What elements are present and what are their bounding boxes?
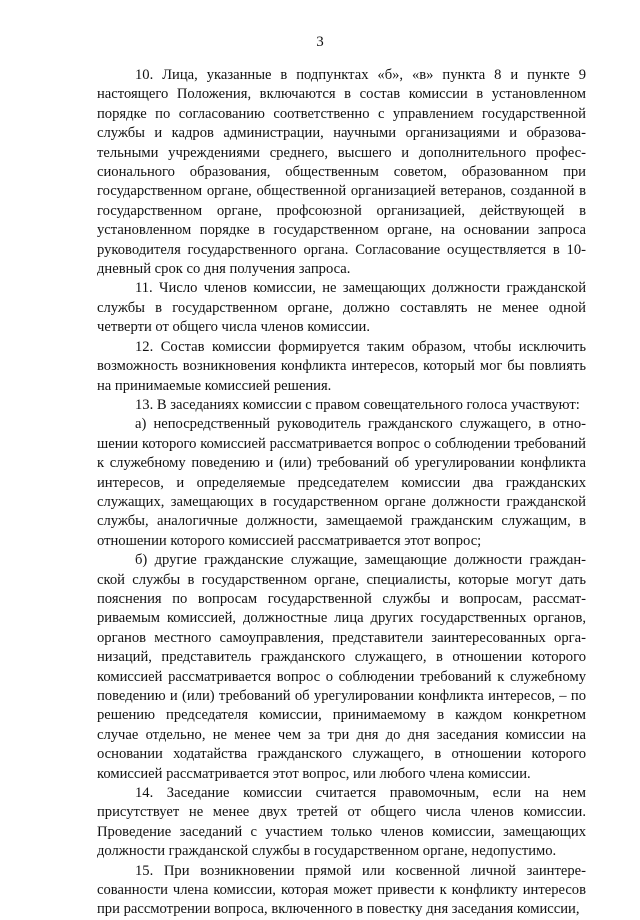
document-body [97, 66, 586, 920]
paragraph-13a: а) непосредственный руководитель гражданского служащего, в отношении которого комиссией рассматривается вопрос о соблюдении требований к служебному поведению и (или) требований об урегулировании конфликта интересов, и определяемые председателем комиссии два гражданских служащих, замещающих в государственном органе должности гражданской службы, аналогичные должности, замещаемой гражданским служащим, в отношении которого комиссией рассматривается этот вопрос; [97, 416, 586, 549]
paragraph-10: 10. Лица, указанные в подпунктах «б», «в» пункта 8 и пункте 9 настоящего Положения, включаются в состав комиссии в установленном порядке по согласованию соответственно с управлением государственной службы и кадров администрации, научными организациями и образовательными учреждениями среднего, высшего и дополнительного профессионального образования, общественным советом, образованном при государственном органе, общественной организацией ветеранов, созданной в государственном органе, профсоюзной организацией, действующей в установленном порядке в государственном органе, на основании запроса руководителя государственного органа. Согласование осуществляется в 10-дневный срок со дня получения запроса. [97, 67, 586, 278]
paragraph-15: 15. При возникновении прямой или косвенной личной заинтересованности члена комиссии, которая может привести к конфликту интересов при рассмотрении вопроса, включенного в повестку дня заседания комиссии, [97, 862, 586, 918]
paragraph-12: 12. Состав комиссии формируется таким образом, чтобы исключить возможность возникновения конфликта интересов, который мог бы повлиять на принимаемые комиссией решения. [97, 338, 586, 394]
paragraph-11: 11. Число членов комиссии, не замещающих должности гражданской службы в государственном органе, должно составлять не менее одной четверти от общего числа членов комиссии. [97, 280, 586, 336]
paragraph-13: 13. В заседаниях комиссии с правом совещательного голоса участвуют: [135, 396, 580, 413]
page-number: 3 [316, 34, 324, 50]
paragraph-13b: б) другие гражданские служащие, замещающие должности гражданской службы в государственном органе, специалисты, которые могут дать пояснения по вопросам государственной службы и вопросам, рассматриваемым комиссией, должностные лица других государственных органов, органов местного самоуправления, представители заинтересованных организаций, представитель гражданского служащего, в отношении которого комиссией рассматривается вопрос о соблюдении требований к служебному поведению и (или) требований об урегулировании конфликта интересов, – по решению председателя комиссии, принимаемому в каждом конкретном случае отдельно, не менее чем за три дня до дня заседания комиссии на основании ходатайства гражданского служащего, в отношении которого комиссией рассматривается этот вопрос, или любого члена комиссии. [97, 552, 586, 782]
paragraph-14: 14. Заседание комиссии считается правомочным, если на нем присутствует не менее двух третей от общего числа членов комиссии. Проведение заседаний с участием только членов комиссии, замещающих должности гражданской службы в государственном органе, недопустимо. [97, 785, 586, 860]
